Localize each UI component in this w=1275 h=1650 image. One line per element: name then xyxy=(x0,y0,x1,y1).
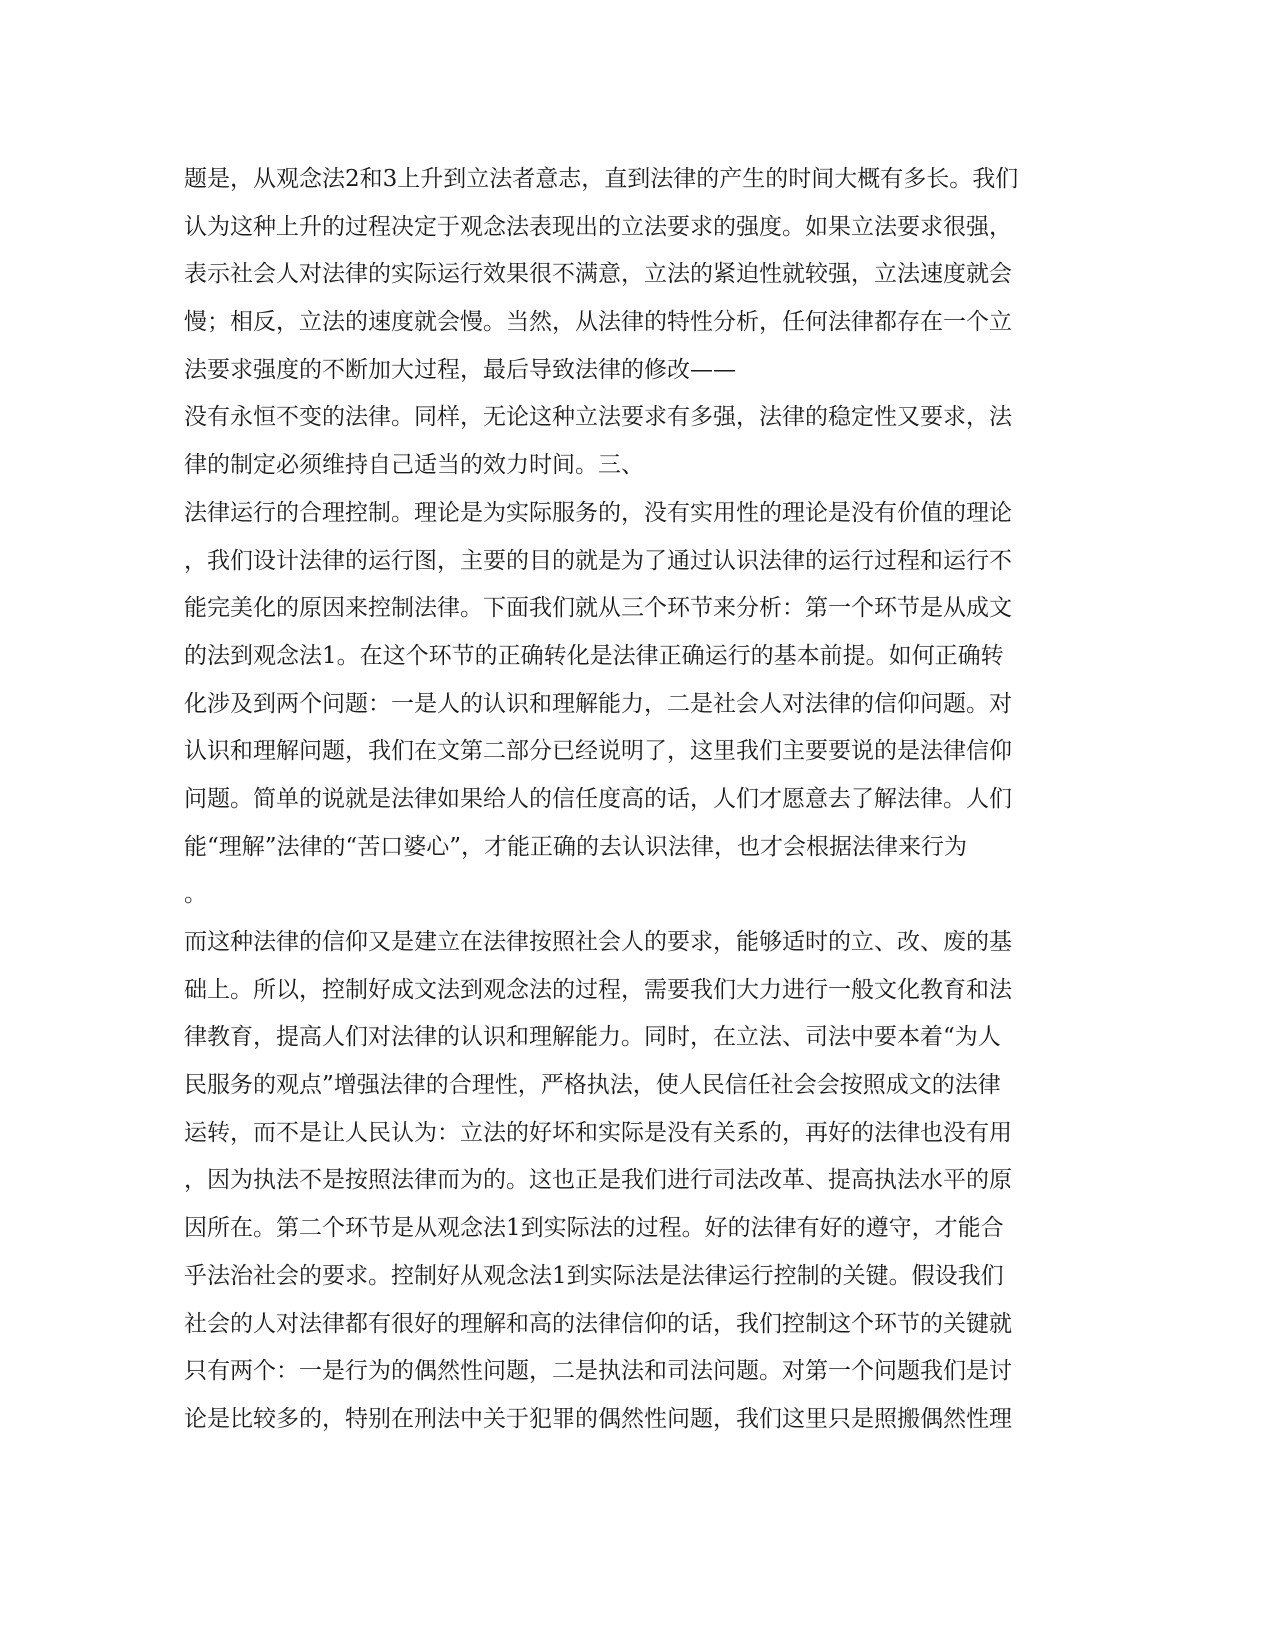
text-line: 法律运行的合理控制。理论是为实际服务的，没有实用性的理论是没有价值的理论 xyxy=(184,499,1012,526)
text-line: 律教育，提高人们对法律的认识和理解能力。同时，在立法、司法中要本着“为人 xyxy=(184,1024,1001,1051)
text-line: 社会的人对法律都有很好的理解和高的法律信仰的话，我们控制这个环节的关键就 xyxy=(184,1310,1012,1337)
text-line: 因所在。第二个环节是从观念法1到实际法的过程。好的法律有好的遵守，才能合 xyxy=(184,1215,1004,1242)
text-line: 化涉及到两个问题：一是人的认识和理解能力，二是社会人对法律的信仰问题。对 xyxy=(184,690,1012,717)
text-line: 表示社会人对法律的实际运行效果很不满意，立法的紧迫性就较强，立法速度就会 xyxy=(184,261,1012,288)
text-line: 乎法治社会的要求。控制好从观念法1到实际法是法律运行控制的关键。假设我们 xyxy=(184,1262,1004,1289)
text-line: 没有永恒不变的法律。同样，无论这种立法要求有多强，法律的稳定性又要求，法 xyxy=(184,404,1012,431)
text-line: 问题。简单的说就是法律如果给人的信任度高的话，人们才愿意去了解法律。人们 xyxy=(184,785,1012,812)
text-line: 而这种法律的信仰又是建立在法律按照社会人的要求，能够适时的立、改、废的基 xyxy=(184,929,1012,955)
text-line: 能“理解”法律的“苦口婆心”，才能正确的去认识法律，也才会根据法律来行为 xyxy=(184,833,968,860)
text-line: 民服务的观点”增强法律的合理性，严格执法，使人民信任社会会按照成文的法律 xyxy=(184,1072,1001,1099)
text-line: 只有两个：一是行为的偶然性问题，二是执法和司法问题。对第一个问题我们是讨 xyxy=(184,1358,1012,1385)
text-line: 能完美化的原因来控制法律。下面我们就从三个环节来分析：第一个环节是从成文 xyxy=(184,595,1012,622)
text-line: 认为这种上升的过程决定于观念法表现出的立法要求的强度。如果立法要求很强， xyxy=(184,213,1012,240)
text-line: 论是比较多的，特别在刑法中关于犯罪的偶然性问题，我们这里只是照搬偶然性理 xyxy=(184,1405,1012,1432)
text-line: 题是，从观念法2和3上升到立法者意志，直到法律的产生的时间大概有多长。我们 xyxy=(184,166,1019,192)
text-line: 法要求强度的不断加大过程，最后导致法律的修改—— xyxy=(184,356,736,383)
body-text xyxy=(184,156,1089,1444)
text-line: 认识和理解问题，我们在文第二部分已经说明了，这里我们主要要说的是法律信仰 xyxy=(184,738,1012,765)
text-line: 础上。所以，控制好成文法到观念法的过程，需要我们大力进行一般文化教育和法 xyxy=(184,976,1012,1003)
text-line: ，因为执法不是按照法律而为的。这也正是我们进行司法改革、提高执法水平的原 xyxy=(184,1167,1012,1194)
text-line: 律的制定必须维持自己适当的效力时间。三、 xyxy=(184,452,644,479)
text-line: 的法到观念法1。在这个环节的正确转化是法律正确运行的基本前提。如何正确转 xyxy=(184,642,1004,669)
text-line: 运转，而不是让人民认为：立法的好坏和实际是没有关系的，再好的法律也没有用 xyxy=(184,1119,1012,1146)
text-line: 。 xyxy=(184,881,207,908)
text-line: ，我们设计法律的运行图，主要的目的就是为了通过认识法律的运行过程和运行不 xyxy=(184,547,1012,574)
text-line: 慢；相反，立法的速度就会慢。当然，从法律的特性分析，任何法律都存在一个立 xyxy=(184,309,1012,336)
